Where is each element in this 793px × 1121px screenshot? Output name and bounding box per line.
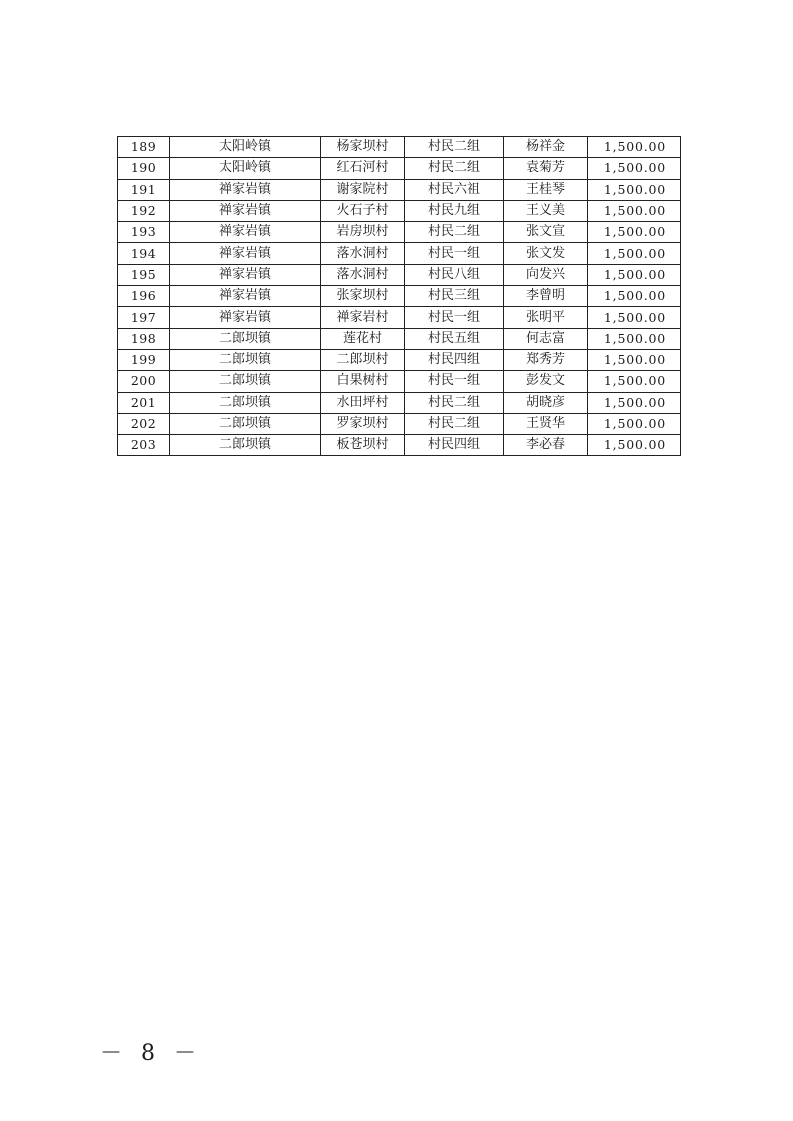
cell-name: 李曾明 (504, 286, 588, 307)
cell-town: 太阳岭镇 (170, 158, 321, 179)
cell-village: 岩房坝村 (321, 222, 405, 243)
cell-town: 太阳岭镇 (170, 137, 321, 158)
cell-name: 王贤华 (504, 413, 588, 434)
cell-amount: 1,500.00 (588, 307, 681, 328)
cell-name: 向发兴 (504, 264, 588, 285)
cell-amount: 1,500.00 (588, 371, 681, 392)
cell-number: 203 (118, 435, 170, 456)
cell-amount: 1,500.00 (588, 243, 681, 264)
cell-town: 二郎坝镇 (170, 328, 321, 349)
cell-group: 村民九组 (405, 200, 504, 221)
cell-village: 莲花村 (321, 328, 405, 349)
cell-group: 村民一组 (405, 307, 504, 328)
cell-amount: 1,500.00 (588, 349, 681, 370)
cell-amount: 1,500.00 (588, 200, 681, 221)
cell-number: 190 (118, 158, 170, 179)
table-row (118, 371, 681, 392)
cell-name: 胡晓彦 (504, 392, 588, 413)
cell-group: 村民二组 (405, 222, 504, 243)
cell-name: 李必春 (504, 435, 588, 456)
cell-number: 194 (118, 243, 170, 264)
table-row (118, 413, 681, 434)
cell-group: 村民四组 (405, 435, 504, 456)
cell-town: 二郎坝镇 (170, 435, 321, 456)
cell-name: 彭发文 (504, 371, 588, 392)
table-row (118, 179, 681, 200)
cell-number: 198 (118, 328, 170, 349)
table-row (118, 158, 681, 179)
table-row (118, 243, 681, 264)
cell-village: 二郎坝村 (321, 349, 405, 370)
subsidy-table-container (117, 136, 680, 456)
cell-town: 二郎坝镇 (170, 392, 321, 413)
cell-amount: 1,500.00 (588, 264, 681, 285)
cell-group: 村民六祖 (405, 179, 504, 200)
table-row (118, 349, 681, 370)
cell-village: 张家坝村 (321, 286, 405, 307)
cell-town: 禅家岩镇 (170, 200, 321, 221)
cell-number: 199 (118, 349, 170, 370)
cell-amount: 1,500.00 (588, 158, 681, 179)
table-row (118, 200, 681, 221)
cell-town: 二郎坝镇 (170, 371, 321, 392)
table-row (118, 286, 681, 307)
table-row (118, 392, 681, 413)
cell-number: 197 (118, 307, 170, 328)
cell-town: 二郎坝镇 (170, 413, 321, 434)
cell-group: 村民二组 (405, 137, 504, 158)
cell-number: 193 (118, 222, 170, 243)
cell-name: 何志富 (504, 328, 588, 349)
cell-name: 王义美 (504, 200, 588, 221)
cell-town: 禅家岩镇 (170, 179, 321, 200)
cell-town: 禅家岩镇 (170, 222, 321, 243)
cell-group: 村民一组 (405, 243, 504, 264)
cell-town: 禅家岩镇 (170, 264, 321, 285)
cell-name: 杨祥金 (504, 137, 588, 158)
cell-number: 202 (118, 413, 170, 434)
page-number: － 8 － (100, 1041, 202, 1066)
table-row (118, 435, 681, 456)
cell-number: 201 (118, 392, 170, 413)
table-row (118, 137, 681, 158)
cell-amount: 1,500.00 (588, 328, 681, 349)
cell-number: 189 (118, 137, 170, 158)
cell-village: 落水洞村 (321, 264, 405, 285)
table-row (118, 328, 681, 349)
subsidy-table (117, 136, 681, 456)
cell-number: 195 (118, 264, 170, 285)
cell-amount: 1,500.00 (588, 179, 681, 200)
cell-village: 水田坪村 (321, 392, 405, 413)
cell-village: 谢家院村 (321, 179, 405, 200)
cell-group: 村民二组 (405, 158, 504, 179)
table-row (118, 264, 681, 285)
cell-village: 火石子村 (321, 200, 405, 221)
cell-number: 200 (118, 371, 170, 392)
cell-group: 村民四组 (405, 349, 504, 370)
cell-number: 191 (118, 179, 170, 200)
cell-village: 白果树村 (321, 371, 405, 392)
cell-village: 杨家坝村 (321, 137, 405, 158)
cell-amount: 1,500.00 (588, 435, 681, 456)
cell-amount: 1,500.00 (588, 413, 681, 434)
table-body (118, 137, 681, 456)
cell-group: 村民二组 (405, 413, 504, 434)
cell-group: 村民五组 (405, 328, 504, 349)
cell-group: 村民一组 (405, 371, 504, 392)
cell-village: 落水洞村 (321, 243, 405, 264)
cell-village: 禅家岩村 (321, 307, 405, 328)
cell-name: 袁菊芳 (504, 158, 588, 179)
cell-name: 张文宣 (504, 222, 588, 243)
cell-amount: 1,500.00 (588, 286, 681, 307)
cell-town: 禅家岩镇 (170, 307, 321, 328)
cell-amount: 1,500.00 (588, 222, 681, 243)
cell-group: 村民三组 (405, 286, 504, 307)
cell-town: 二郎坝镇 (170, 349, 321, 370)
cell-name: 张明平 (504, 307, 588, 328)
cell-town: 禅家岩镇 (170, 286, 321, 307)
cell-village: 红石河村 (321, 158, 405, 179)
cell-village: 罗家坝村 (321, 413, 405, 434)
cell-name: 张文发 (504, 243, 588, 264)
cell-town: 禅家岩镇 (170, 243, 321, 264)
cell-village: 板苍坝村 (321, 435, 405, 456)
cell-name: 王桂琴 (504, 179, 588, 200)
cell-amount: 1,500.00 (588, 137, 681, 158)
cell-number: 192 (118, 200, 170, 221)
cell-name: 郑秀芳 (504, 349, 588, 370)
cell-group: 村民八组 (405, 264, 504, 285)
table-row (118, 307, 681, 328)
cell-amount: 1,500.00 (588, 392, 681, 413)
cell-number: 196 (118, 286, 170, 307)
cell-group: 村民二组 (405, 392, 504, 413)
table-row (118, 222, 681, 243)
